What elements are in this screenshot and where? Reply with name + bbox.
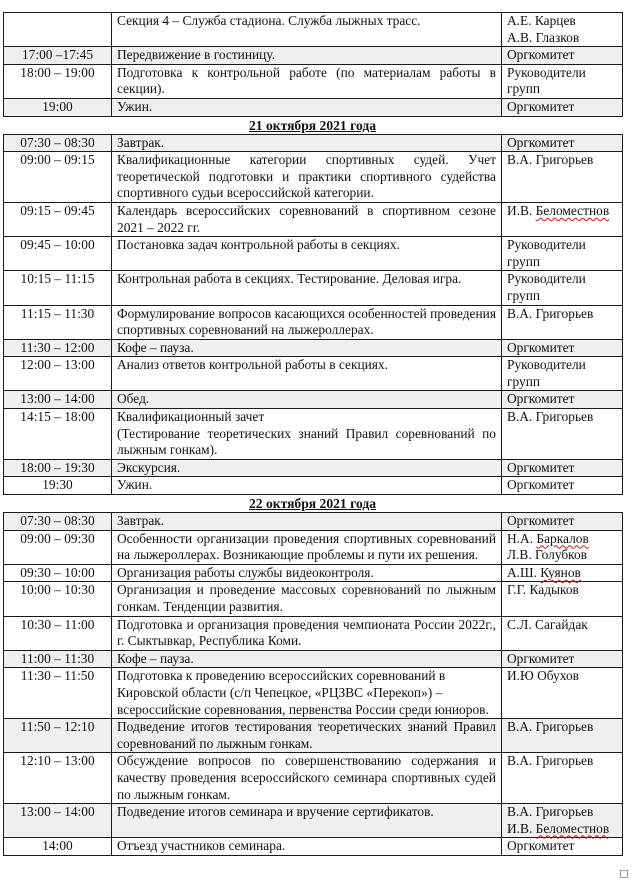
responsible-name: В.А. Григорьев [507,753,594,769]
time-cell: 17:00 –17:45 [4,47,112,65]
responsible-name: Оргкомитет [507,838,575,854]
description-cell: Календарь всероссийских соревнований в спортивном сезоне 2021 – 2022 гг. [112,202,502,236]
description-cell: Организация работы службы видеоконтроля. [112,564,502,582]
responsible-name: И.Ю Обухов [507,668,580,684]
responsible-name: Н.А. Баркалов [507,530,589,546]
time-cell [4,13,112,47]
responsible-name: А.Е. Карцев [507,13,576,28]
responsible-name: И.В. Беломестнов [507,820,610,836]
responsible-name: Оргкомитет [507,459,575,475]
description-cell: Кофе – пауза. [112,650,502,668]
responsible-cell [502,477,623,495]
responsible-cell [502,668,623,719]
time-cell: 07:30 – 08:30 [4,134,112,152]
spellcheck-underline: Баркалов [536,530,589,546]
responsible-cell [502,513,623,531]
time-cell: 13:00 – 14:00 [4,391,112,409]
responsible-name: В.А. Григорьев [507,719,594,735]
spellcheck-underline: Куянов [540,564,581,580]
responsible-cell [502,47,623,65]
description-line: Квалификационный зачет [117,409,265,425]
responsible-name: В.А. Григорьев [507,152,594,168]
description-cell: Завтрак. [112,134,502,152]
responsible-cell [502,582,623,616]
schedule-row [4,838,623,856]
spellcheck-underline: Беломестнов [535,820,610,836]
responsible-name: С.Л. Сагайдак [507,616,588,632]
schedule-row [4,152,623,203]
schedule-row [4,98,623,116]
responsible-cell [502,152,623,203]
responsible-name: Оргкомитет [507,513,575,529]
schedule-row [4,719,623,753]
responsible-name: Оргкомитет [507,339,575,355]
time-cell: 18:00 – 19:00 [4,64,112,98]
schedule-row [4,47,623,65]
schedule-row [4,513,623,531]
responsible-name: групп [507,287,541,303]
day-heading-22-october: 22 октября 2021 года [248,496,377,512]
schedule-row [4,202,623,236]
responsible-cell [502,391,623,409]
description-cell: Подготовка к проведению всероссийских соревнований в Кировской области (с/п Чепецкое, «РЦЗВС «Перекоп») – всероссийские соревнования, первенства России среди юниоров. [112,668,502,719]
responsible-name: Г.Г. Кадыков [507,582,579,598]
time-cell: 11:30 – 12:00 [4,339,112,357]
responsible-name: Руководители [507,357,586,373]
time-cell: 19:30 [4,477,112,495]
schedule-row [4,564,623,582]
responsible-cell [502,305,623,339]
responsible-cell [502,719,623,753]
responsible-cell [502,357,623,391]
responsible-name: В.А. Григорьев [507,804,594,820]
spellcheck-underline: Беломестнов [535,202,610,218]
responsible-cell [502,459,623,477]
schedule-row [4,582,623,616]
time-cell: 14:00 [4,838,112,856]
responsible-cell [502,271,623,305]
description-cell: Кофе – пауза. [112,339,502,357]
time-cell: 12:00 – 13:00 [4,357,112,391]
schedule-row [4,134,623,152]
description-cell: Подведение итогов семинара и вручение сертификатов. [112,804,502,838]
time-cell: 11:30 – 11:50 [4,668,112,719]
schedule-table-top [3,12,623,117]
schedule-row [4,64,623,98]
responsible-name: Оргкомитет [507,98,575,114]
responsible-cell [502,616,623,650]
time-cell: 09:30 – 10:00 [4,564,112,582]
time-cell: 09:45 – 10:00 [4,237,112,271]
schedule-row [4,339,623,357]
description-cell: Обсуждение вопросов по совершенствованию содержания и качеству проведения всероссийского семинара спортивных судей по лыжным гонкам. [112,753,502,804]
time-cell: 09:15 – 09:45 [4,202,112,236]
description-cell: Секция 4 – Служба стадиона. Служба лыжных трасс. [112,13,502,47]
responsible-cell [502,13,623,47]
time-cell: 19:00 [4,98,112,116]
schedule-row [4,237,623,271]
responsible-cell [502,64,623,98]
responsible-name: групп [507,253,541,269]
responsible-name: Руководители [507,237,586,253]
schedule-row [4,668,623,719]
time-cell: 09:00 – 09:30 [4,530,112,564]
responsible-name: Л.В. Голубков [507,547,587,563]
responsible-name: И.В. Беломестнов [507,202,610,218]
responsible-cell [502,564,623,582]
schedule-row [4,391,623,409]
description-cell: Анализ ответов контрольной работы в секциях. [112,357,502,391]
time-cell: 11:50 – 12:10 [4,719,112,753]
responsible-name: В.А. Григорьев [507,409,594,425]
schedule-row [4,477,623,495]
schedule-row [4,804,623,838]
responsible-name: А.В. Глазков [507,29,580,45]
responsible-cell [502,753,623,804]
responsible-cell [502,237,623,271]
schedule-row [4,616,623,650]
time-cell: 12:10 – 13:00 [4,753,112,804]
description-line: (Тестирование теоретических знаний Правил соревнований по лыжным гонкам). [117,425,496,458]
description-cell: Подготовка и организация проведения чемпионата России 2022г., г. Сыктывкар, Республика Коми. [112,616,502,650]
time-cell: 11:00 – 11:30 [4,650,112,668]
time-cell: 09:00 – 09:15 [4,152,112,203]
description-cell: Особенности организации проведения спортивных соревнований на лыжероллерах. Возникающие проблемы и пути их решения. [112,530,502,564]
schedule-table-22-october [3,512,623,856]
description-cell: Квалификационные категории спортивных судей. Учет теоретической подготовки и практики спортивного судейства спортивного судьи всероссийской категории. [112,152,502,203]
time-cell: 10:30 – 11:00 [4,616,112,650]
time-cell: 10:00 – 10:30 [4,582,112,616]
responsible-cell [502,804,623,838]
schedule-document [3,12,622,856]
schedule-row [4,271,623,305]
description-cell: Отъезд участников семинара. [112,838,502,856]
responsible-name: Оргкомитет [507,134,575,150]
schedule-row [4,13,623,47]
day-heading-21-october: 21 октября 2021 года [248,117,377,133]
description-cell: Завтрак. [112,513,502,531]
schedule-row [4,305,623,339]
schedule-table-21-october [3,134,623,495]
description-cell: Постановка задач контрольной работы в секциях. [112,237,502,271]
responsible-cell [502,409,623,460]
responsible-cell [502,98,623,116]
description-cell: Контрольная работа в секциях. Тестирование. Деловая игра. [112,271,502,305]
schedule-row [4,753,623,804]
responsible-cell [502,838,623,856]
time-cell: 13:00 – 14:00 [4,804,112,838]
description-cell: Организация и проведение массовых соревнований по лыжным гонкам. Тенденции развития. [112,582,502,616]
responsible-name: Руководители [507,64,586,80]
responsible-cell [502,530,623,564]
schedule-row [4,530,623,564]
responsible-cell [502,339,623,357]
responsible-name: Оргкомитет [507,391,575,407]
time-cell: 07:30 – 08:30 [4,513,112,531]
responsible-name: В.А. Григорьев [507,305,594,321]
schedule-row [4,650,623,668]
responsible-name: групп [507,81,541,97]
responsible-name: групп [507,373,541,389]
paragraph-end-marker-icon [620,870,628,878]
description-cell: Экскурсия. [112,459,502,477]
description-cell: Подведение итогов тестирования теоретических знаний Правил соревнований по лыжным гонкам. [112,719,502,753]
time-cell: 14:15 – 18:00 [4,409,112,460]
responsible-cell [502,650,623,668]
schedule-row [4,459,623,477]
description-cell: Формулирование вопросов касающихся особенностей проведения спортивных соревнований на лыжероллерах. [112,305,502,339]
time-cell: 11:15 – 11:30 [4,305,112,339]
responsible-name: Оргкомитет [507,47,575,63]
description-cell: Обед. [112,391,502,409]
description-cell [112,409,502,460]
description-cell: Подготовка к контрольной работе (по материалам работы в секции). [112,64,502,98]
time-cell: 10:15 – 11:15 [4,271,112,305]
description-cell: Ужин. [112,477,502,495]
schedule-row [4,409,623,460]
description-cell: Передвижение в гостиницу. [112,47,502,65]
time-cell: 18:00 – 19:30 [4,459,112,477]
responsible-cell [502,202,623,236]
responsible-cell [502,134,623,152]
responsible-name: А.Ш. Куянов [507,564,581,580]
responsible-name: Оргкомитет [507,477,575,493]
responsible-name: Оргкомитет [507,650,575,666]
schedule-row [4,357,623,391]
description-cell: Ужин. [112,98,502,116]
responsible-name: Руководители [507,271,586,287]
